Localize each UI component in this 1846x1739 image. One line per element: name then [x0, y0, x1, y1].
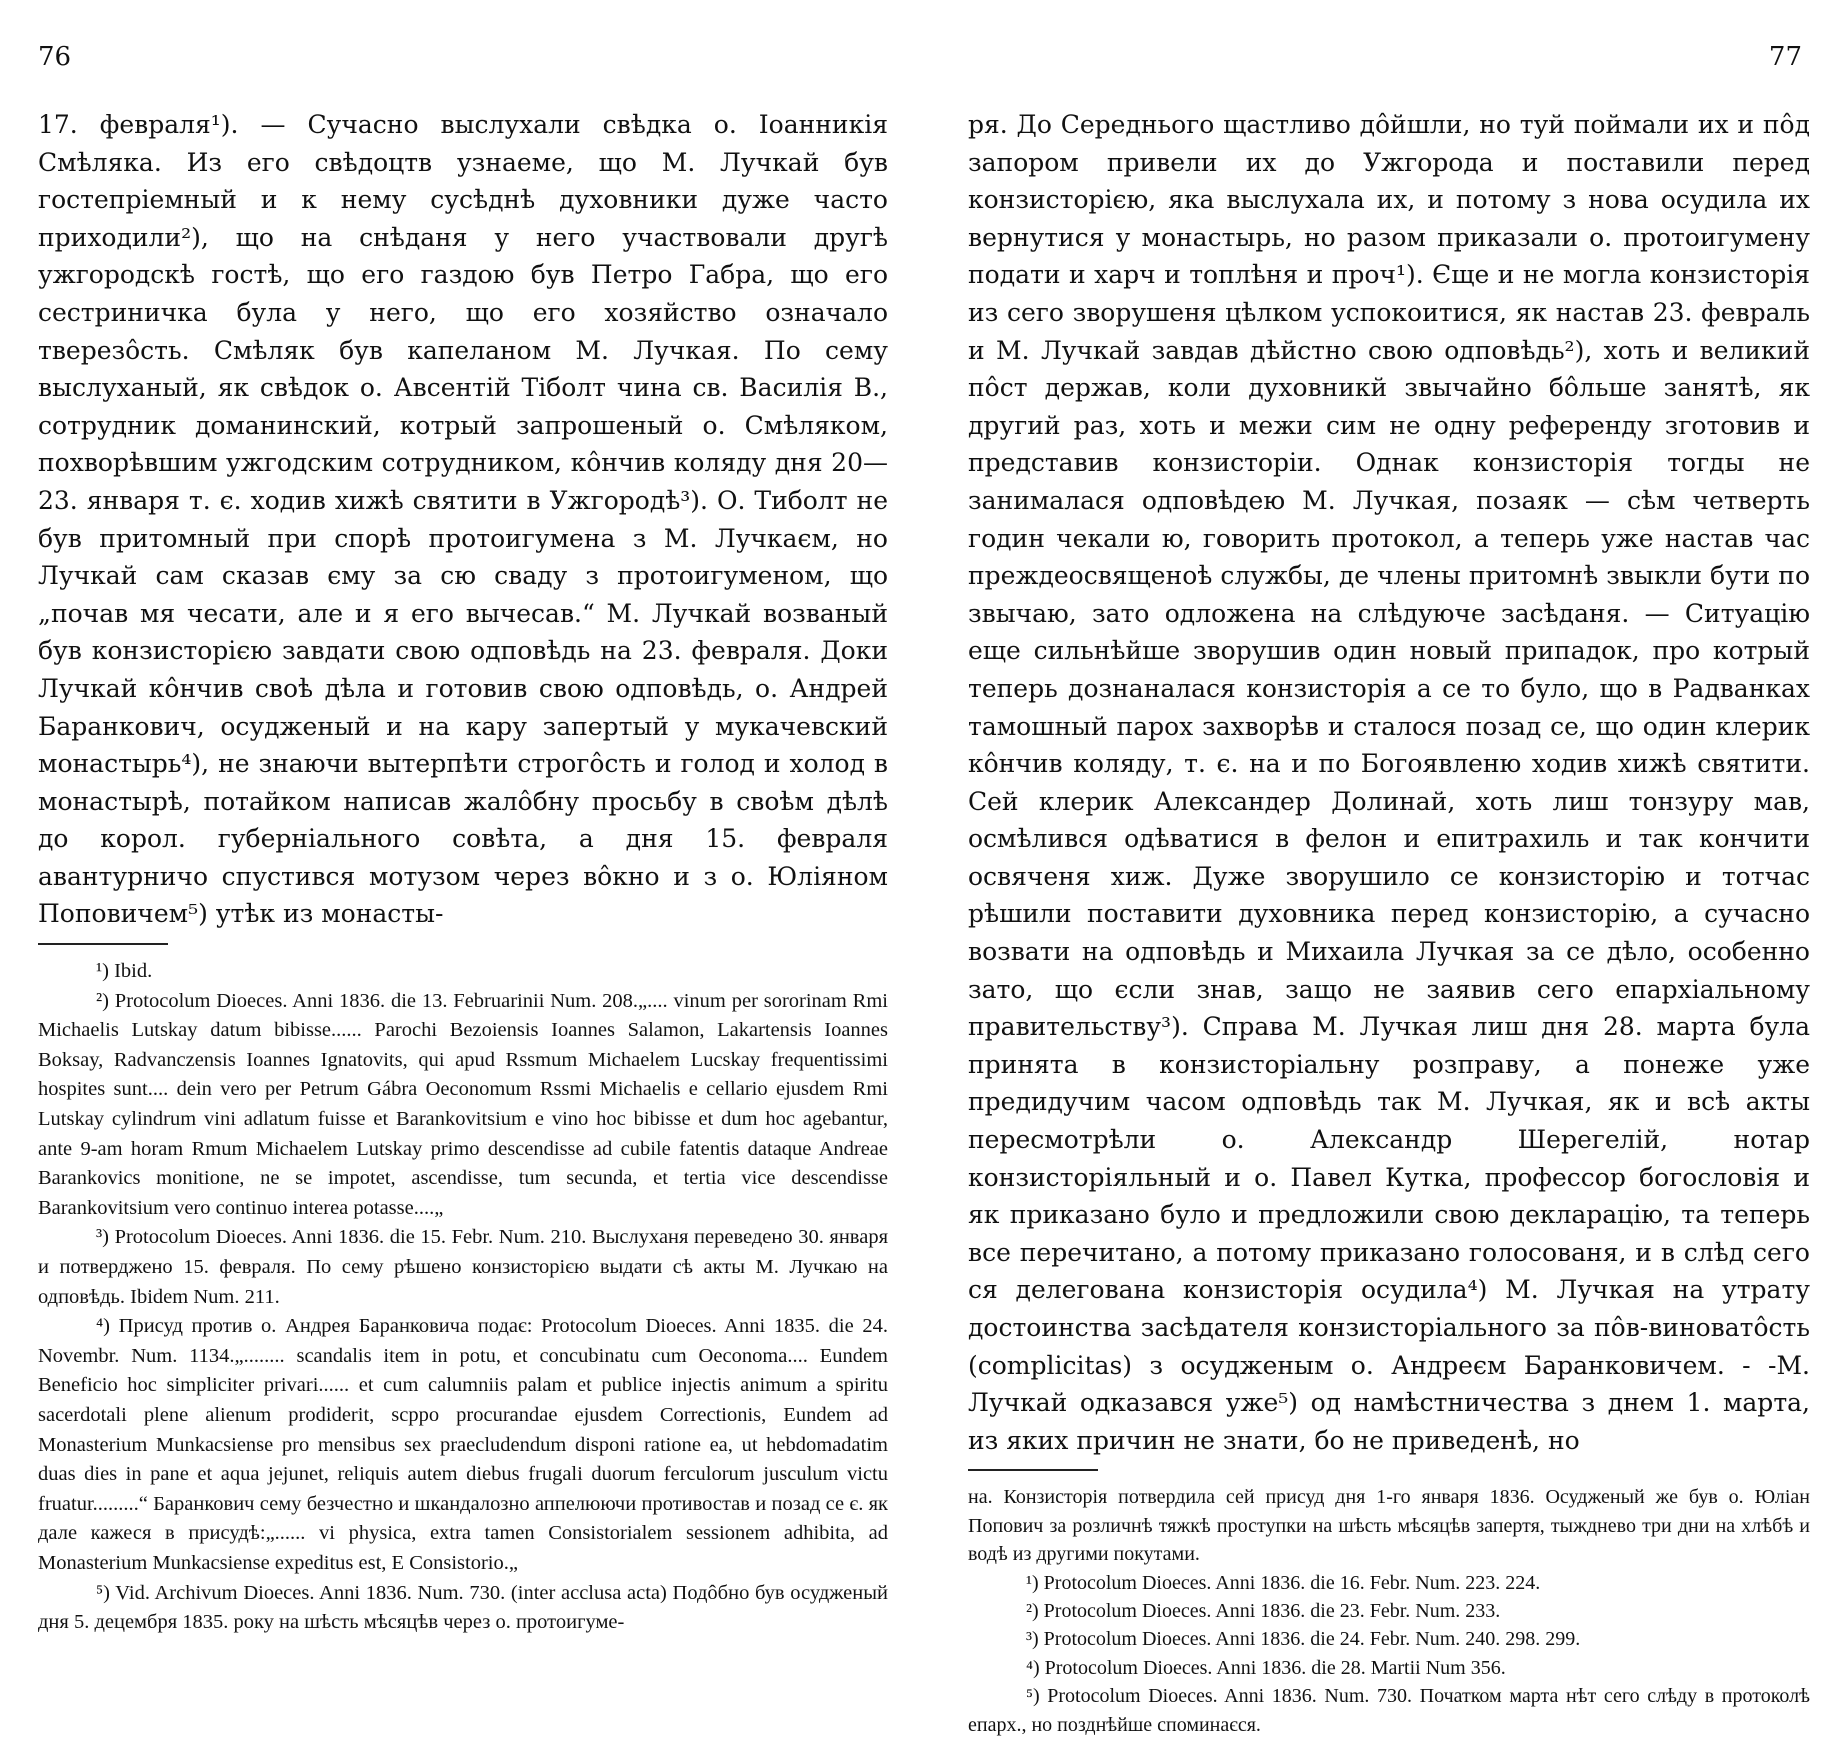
- right-body-paragraph: ря. До Середнього щастливо дôйшли, но туй поймали их и пôд запором привели их до Ужгорода и поставили перед конзисторією, яка выслухала их, и потому з нова осудила их вернутися у монастырь, но разом приказали о. протоигумену подати и харч и топлѣня и проч¹). Єще и не могла конзисторія из сего зворушеня цѣлком успокоитися, як настав 23. февраль и М. Лучкай завдав дѣйстно свою одповѣдь²), хоть и великий пôст держав, коли духовникй звычайно бôльше занятѣ, як другий раз, хоть и межи сим не одну референду зготовив и представив конзисторіи. Однак конзисторія тогды не занималася одповѣдею М. Лучкая, позаяк — сѣм четверть годин чекали ю, говорить протокол, а теперь уже настав час преждеосвященоѣ службы, де члены притомнѣ звыкли бути по звычаю, зато одложена на слѣдуюче засѣданя. — Ситуацію еще сильнѣйше зворушив один новый припадок, про котрый теперь дознаналася конзисторія а се то було, що в Радванках тамошный парох захворѣв и сталося позад се, що один клерик кôнчив коляду, т. є. на и по Богоявленю ходив хижѣ святити. Сей клерик Александер Долинай, хоть лиш тонзуру мав, осмѣлився одѣватися в фелон и епитрахиль и так кончити освяченя хиж. Дуже зворушило се конзисторію и тотчас рѣшили поставити духовника перед конзисторію, а сучасно возвати на одповѣдь и Михаила Лучкая за се дѣло, особенно зато, що єсли знав, защо не заявив сего епархіальному правительству³). Справа М. Лучкая лиш дня 28. марта була принята в конзисторіальну розправу, а понеже уже предидучим часом одповѣдь так М. Лучкая, як и всѣ акты пересмотрѣли о. Александр Шерегелій, нотар конзисторіяльный и о. Павел Кутка, профессор богословія и як приказано було и предложили свою декларацію, та теперь все перечитано, а потому приказано голосованя, и в слѣд сего ся делегована конзисторія осудила⁴) М. Лучкая на утрату достоинства засѣдателя конзисторіального за пôв-виноватôсть (complicitas) з осудженым о. Андреєм Баранковичем. - -М. Лучкай одказався уже⁵) од намѣстничества з днем 1. марта, из яких причин не знати, бо не приведенѣ, но: [968, 110, 1810, 1455]
- right-footnotes: [968, 1483, 1810, 1739]
- footnote-4: ⁴) Присуд против о. Андрея Баранковича подає: Protocolum Dioeces. Anni 1835. die 24. Novembr. Num. 1134.„........ scandalis item in potu, et concubinatu cum Oeconoma.... Eundem Beneficio hoc simpliciter privari...... et cum calumniis palam et publice injectis animum a spiritu sacerdotali plene alienum prodiderit, scppo procurandae ejusdem Correctionis, Eundem ad Monasterium Munkacsiense pro mensibus sex praecludendum disponi ratione ea, ut hebdomadatim duas dies in pane et aqua jejunet, reliquis autem diebus frugali duorum ferculorum jusculum victu fruatur.........“ Баранкович сему безчестно и шкандалозно аппелюючи противостав и позад се є. як дале кажеся в присудѣ:„...... vi physica, extra tamen Consistorialem sessionem adhibita, ad Monasterium Munkacsiense expeditus est, E Consistorio.„: [38, 1315, 888, 1574]
- footnote-r2: ²) Protocolum Dioeces. Anni 1836. die 23. Febr. Num. 233.: [1026, 1600, 1501, 1622]
- right-page: [968, 106, 1810, 1739]
- footnote-1: ¹) Ibid.: [96, 960, 153, 983]
- footnote-5: ⁵) Vid. Archivum Dioeces. Anni 1836. Num. 730. (inter acclusa acta) Подôбно був осудженый дня 5. децембря 1835. року на шѣсть мѣсяцѣв через о. протоигуме-: [38, 1581, 888, 1634]
- footnote-2: ²) Protocolum Dioeces. Anni 1836. die 13. Februarinii Num. 208.„.... vinum per sororinam Rmi Michaelis Lutskay datum bibisse...... Parochi Bezoiensis Ioannes Salamon, Lakartensis Ioannes Boksay, Radvanczensis Ioannes Ignatovits, qui apud Rssmum Michaelem Lucskay frequentissimi hospites sunt.... dein vero per Petrum Gábra Oeconomum Rssmi Michaelis e cellario ejusdem Rmi Lutskay cylindrum vini adlatum fuisse et Barankovitsium e vino hoc bibisse et dum hoc agebantur, ante 9-am horam Rmum Michaelem Lutskay primo descendisse ad cubile fatentis dataque Andreae Barankovics monitione, ne se impotet, ascendisse, tum secunda, et tertia vice descendisse Barankovitsium vero continuo interea potasse....„: [38, 989, 888, 1219]
- footnote-3: ³) Protocolum Dioeces. Anni 1836. die 15. Febr. Num. 210. Выслуханя переведено 30. января и потверджено 15. февраля. По сему рѣшено конзисторією выдати сѣ акты М. Лучкаю на одповѣдь. Ibidem Num. 211.: [38, 1226, 888, 1308]
- left-footnotes: [38, 957, 888, 1638]
- footnote-continuation: на. Конзисторія потвердила сей присуд дня 1-го января 1836. Осудженый же був о. Юліан Попович за розличнѣ тяжкѣ проступки на шѣсть мѣсяцѣв запертя, тыжднево три дни на хлѣбѣ и водѣ из другими покутами.: [968, 1486, 1810, 1566]
- page-number-right: 77: [1768, 42, 1802, 72]
- footnote-r3: ³) Protocolum Dioeces. Anni 1836. die 24. Febr. Num. 240. 298. 299.: [1026, 1628, 1581, 1651]
- footnote-r4: ⁴) Protocolum Dioeces. Anni 1836. die 28. Martii Num 356.: [1026, 1656, 1506, 1679]
- left-page: [38, 106, 888, 1638]
- left-body-paragraph: 17. февраля¹). — Сучасно выслухали свѣдка о. Іоанникія Смѣляка. Из его свѣдоцтв узнаеме, що М. Лучкай був гостепріемный и к нему сусѣднѣ духовники дуже часто приходили²), що на снѣданя у него участвовали другѣ ужгородскѣ гостѣ, що его газдою був Петро Габра, що его сестриничка була у него, що его хозяйство означало тверезôсть. Смѣляк був капеланом М. Лучкая. По сему выслуханый, як свѣдок о. Авсентій Тіболт чина св. Василія В., сотрудник доманинский, котрый запрошеный о. Смѣляком, похворѣвшим ужгодским сотрудником, кôнчив коляду дня 20—23. января т. є. ходив хижѣ святити в Ужгородѣ³). О. Тиболт не був притомный при спорѣ протоигумена з М. Лучкаєм, но Лучкай сам сказав єму за сю сваду з протоигуменом, що „почав мя чесати, але и я его вычесав.“ М. Лучкай возваный був конзисторією завдати свою одповѣдь на 23. февраля. Доки Лучкай кôнчив своѣ дѣла и готовив свою одповѣдь, о. Андрей Баранкович, осудженый и на кару запертый у мукачевский монастырь⁴), не знаючи вытерпѣти строгôсть и голод и холод в монастырѣ, потайком написав жалôбну просьбу в своѣм дѣлѣ до корол. губерніального совѣта, а дня 15. февраля авантурничо спустився мотузом через вôкно и з о. Юліяном Поповичем⁵) утѣк из монасты-: [38, 110, 888, 929]
- page-number-left: 76: [38, 42, 72, 72]
- right-body-text: [968, 106, 1810, 1459]
- left-body-text: [38, 106, 888, 933]
- footnote-r1: ¹) Protocolum Dioeces. Anni 1836. die 16. Febr. Num. 223. 224.: [1026, 1571, 1541, 1594]
- footnote-rule-right: [968, 1469, 1098, 1471]
- footnote-rule-left: [38, 943, 168, 945]
- footnote-r5: ⁵) Protocolum Dioeces. Anni 1836. Num. 730. Початком марта нѣт сего слѣду в протоколѣ епарх., но позднѣйше споминаєся.: [968, 1685, 1810, 1736]
